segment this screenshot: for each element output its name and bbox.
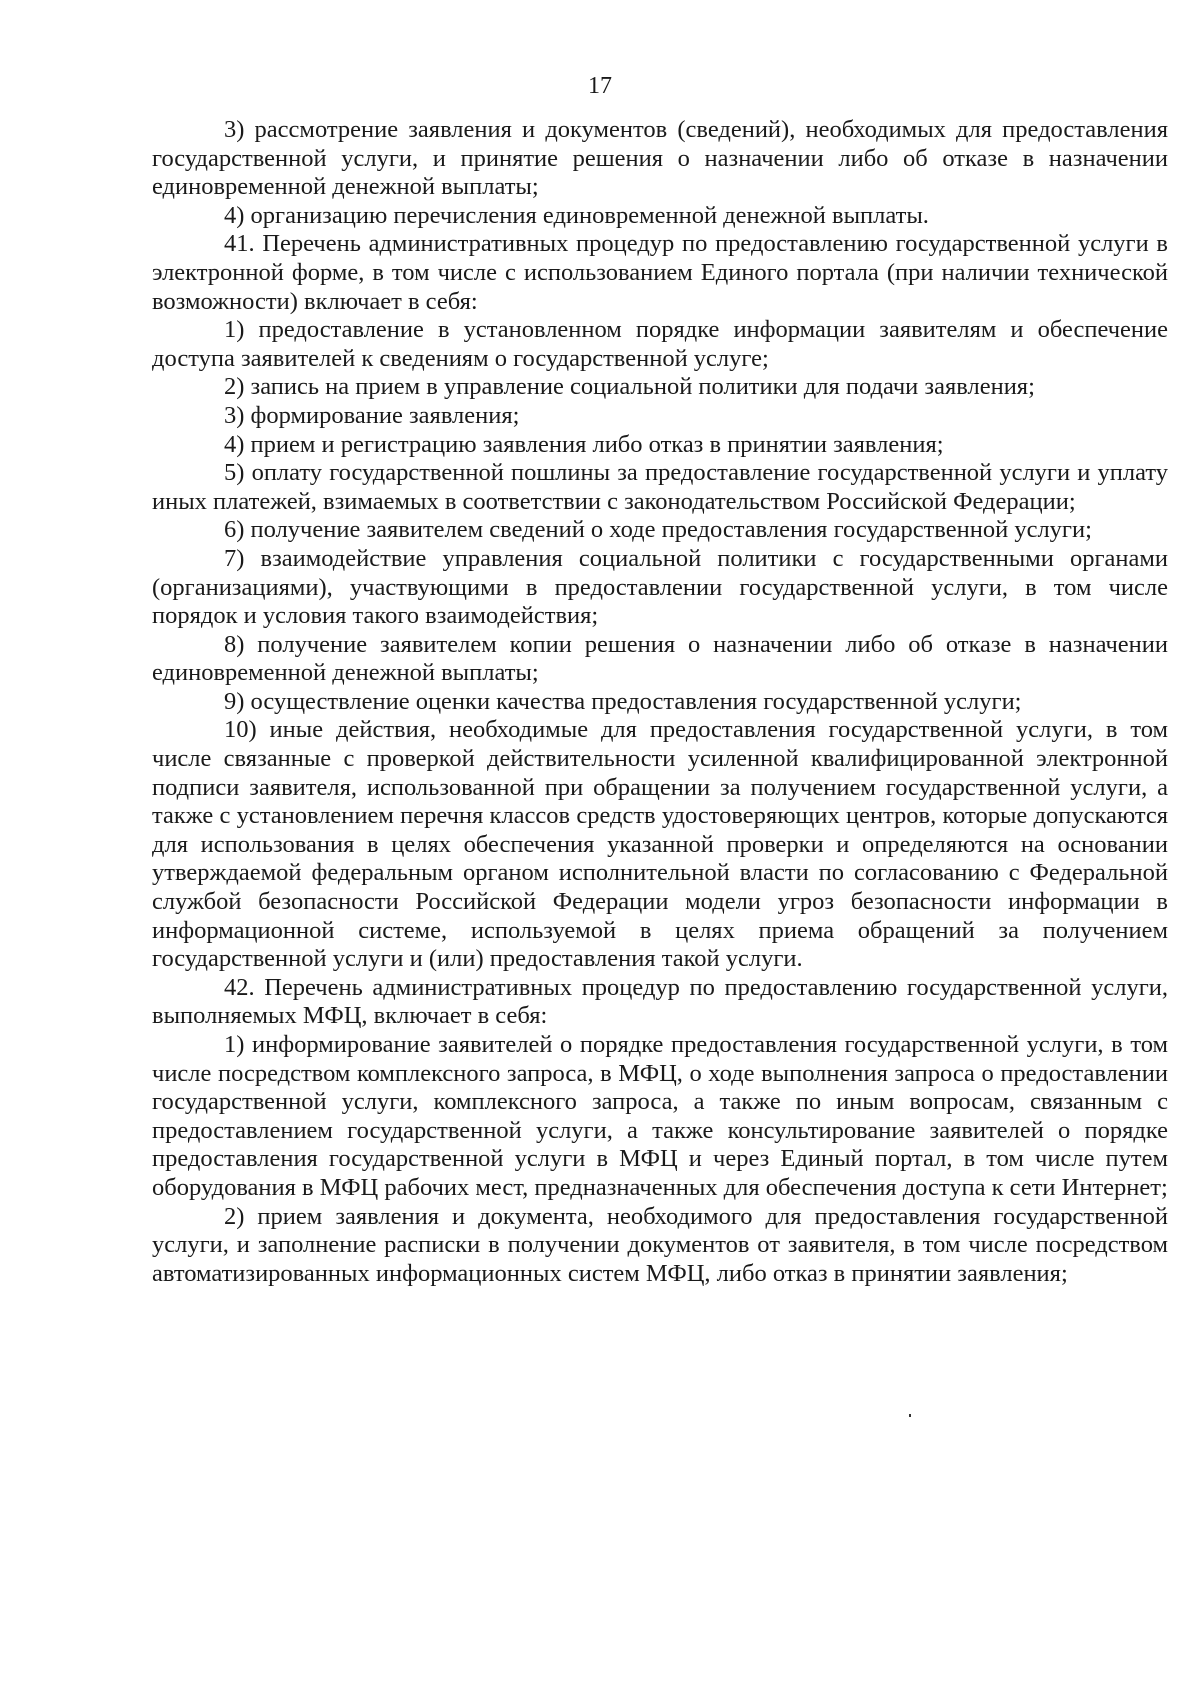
- list-item-41-3: 3) формирование заявления;: [224, 401, 520, 429]
- document-body: [152, 116, 1168, 1288]
- list-item-41-9: 9) осуществление оценки качества предоставления государственной услуги;: [224, 687, 1022, 715]
- paragraph-42-mfc-procedures: 42. Перечень административных процедур по предоставлению государственной услуги, выполняемых МФЦ, включает в себя:: [152, 973, 1168, 1030]
- list-item-41-10: 10) иные действия, необходимые для предоставления государственной услуги, в том числе связанные с проверкой действительности усиленной квалифицированной электронной подписи заявителя, использованной при обращении за получением государственной услуги, а также с установлением перечня классов средств удостоверяющих центров, которые допускаются для использования в целях обеспечения указанной проверки и определяются на основании утверждаемой федеральным органом исполнительной власти по согласованию с Федеральной службой безопасности Российской Федерации модели угроз безопасности информации в информационной системе, используемой в целях приема обращений за получением государственной услуги и (или) предоставления такой услуги.: [152, 716, 1168, 973]
- list-item-41-6: 6) получение заявителем сведений о ходе предоставления государственной услуги;: [224, 516, 1092, 544]
- list-item-42-2: 2) прием заявления и документа, необходимого для предоставления государственной услуги, и заполнение расписки в получении документов от заявителя, в том числе посредством автоматизированных информационных систем МФЦ, либо отказ в принятии заявления;: [152, 1202, 1168, 1287]
- list-item-41-1: 1) предоставление в установленном порядке информации заявителям и обеспечение доступа заявителей к сведениям о государственной услуге;: [152, 316, 1168, 372]
- paragraph-41-electronic-procedures: 41. Перечень административных процедур по предоставлению государственной услуги в электронной форме, в том числе с использованием Единого портала (при наличии технической возможности) включает в себя:: [152, 230, 1168, 315]
- list-item-42-1: 1) информирование заявителей о порядке предоставления государственной услуги, в том числе посредством комплексного запроса, в МФЦ, о ходе выполнения запроса о предоставлении государственной услуги, комплексного запроса, а также по иным вопросам, связанным с предоставлением государственной услуги, а также консультирование заявителей о порядке предоставления государственной услуги в МФЦ и через Единый портал, в том числе путем оборудования в МФЦ рабочих мест, предназначенных для обеспечения доступа к сети Интернет;: [152, 1031, 1168, 1201]
- list-item-41-7: 7) взаимодействие управления социальной политики с государственными органами (организациями), участвующими в предоставлении государственной услуги, в том числе порядок и условия такого взаимодействия;: [152, 544, 1168, 630]
- list-item-41-5: 5) оплату государственной пошлины за предоставление государственной услуги и уплату иных платежей, взимаемых в соответствии с законодательством Российской Федерации;: [152, 459, 1168, 515]
- list-item-41-2: 2) запись на прием в управление социальной политики для подачи заявления;: [224, 373, 1035, 401]
- paragraph-3-review: 3) рассмотрение заявления и документов (сведений), необходимых для предоставления государственной услуги, и принятие решения о назначении либо об отказе в назначении единовременной денежной выплаты;: [152, 116, 1168, 201]
- page-number: 17: [588, 73, 612, 99]
- paragraph-4-payment-transfer: 4) организацию перечисления единовременной денежной выплаты.: [224, 201, 929, 229]
- scan-speck: [909, 1414, 911, 1417]
- list-item-41-4: 4) прием и регистрацию заявления либо отказ в принятии заявления;: [224, 430, 944, 458]
- list-item-41-8: 8) получение заявителем копии решения о назначении либо об отказе в назначении единовременной денежной выплаты;: [152, 630, 1168, 687]
